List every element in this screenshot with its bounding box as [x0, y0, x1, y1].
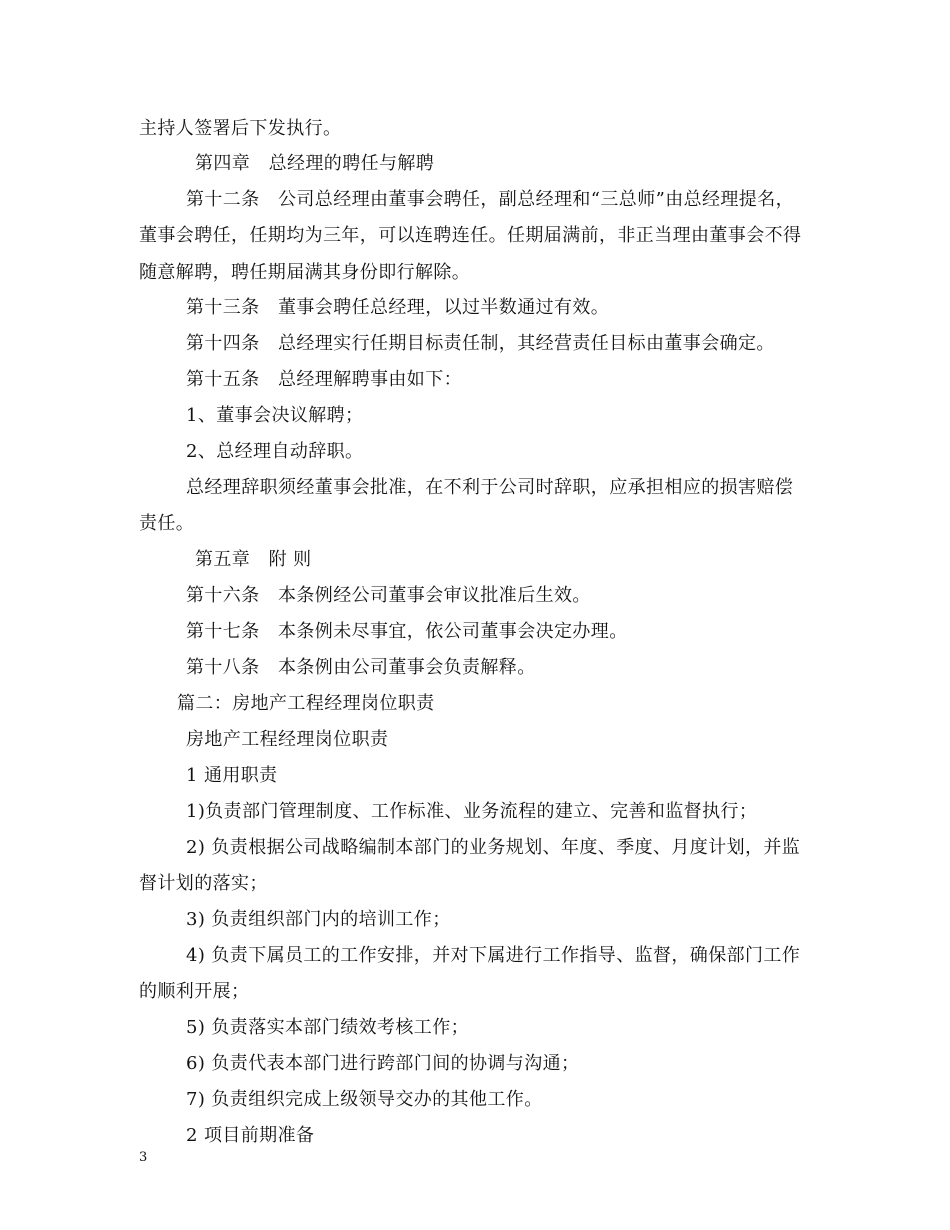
text-line: 的顺利开展；: [139, 981, 250, 1002]
article-line: 第十三条 董事会聘任总经理，以过半数通过有效。: [186, 297, 610, 318]
list-item: 7) 负责组织完成上级领导交办的其他工作。: [186, 1089, 543, 1110]
list-item: 5) 负责落实本部门绩效考核工作；: [186, 1017, 469, 1038]
list-item: 1、董事会决议解聘；: [186, 405, 364, 426]
list-item: 6) 负责代表本部门进行跨部门间的协调与沟通；: [186, 1053, 580, 1074]
text-line: 主持人签署后下发执行。: [139, 118, 342, 139]
list-item: 2) 负责根据公司战略编制本部门的业务规划、年度、季度、月度计划，并监: [186, 837, 801, 858]
text-line: 随意解聘，聘任期届满其身份即行解除。: [139, 262, 471, 283]
text-line: 督计划的落实；: [139, 873, 268, 894]
article-line: 第十四条 总经理实行任期目标责任制，其经营责任目标由董事会确定。: [186, 333, 775, 354]
article-line: 第十八条 本条例由公司董事会负责解释。: [186, 657, 536, 678]
subsection-heading: 1 通用职责: [186, 765, 278, 786]
list-item: 1)负责部门管理制度、工作标准、业务流程的建立、完善和监督执行；: [186, 801, 758, 822]
article-line: 第十五条 总经理解聘事由如下：: [186, 369, 462, 390]
list-item: 2、总经理自动辞职。: [186, 441, 364, 462]
text-line: 总经理辞职须经董事会批准，在不利于公司时辞职，应承担相应的损害赔偿: [186, 477, 794, 498]
subsection-heading: 2 项目前期准备: [186, 1125, 315, 1146]
page-number: 3: [139, 1150, 148, 1165]
section-title: 房地产工程经理岗位职责: [186, 729, 389, 750]
article-line: 第十七条 本条例未尽事宜，依公司董事会决定办理。: [186, 621, 628, 642]
list-item: 3) 负责组织部门内的培训工作；: [186, 909, 451, 930]
article-line: 第十二条 公司总经理由董事会聘任，副总经理和“三总师”由总经理提名，: [186, 189, 795, 210]
text-line: 责任。: [139, 513, 195, 534]
chapter-heading: 第四章 总经理的聘任与解聘: [195, 153, 435, 174]
article-line: 第十六条 本条例经公司董事会审议批准后生效。: [186, 585, 591, 606]
text-line: 董事会聘任，任期均为三年，可以连聘连任。任期届满前，非正当理由董事会不得: [139, 225, 802, 246]
section-heading: 篇二：房地产工程经理岗位职责: [177, 693, 435, 714]
list-item: 4) 负责下属员工的工作安排，并对下属进行工作指导、监督，确保部门工作: [186, 945, 801, 966]
chapter-heading: 第五章 附 则: [195, 549, 312, 570]
